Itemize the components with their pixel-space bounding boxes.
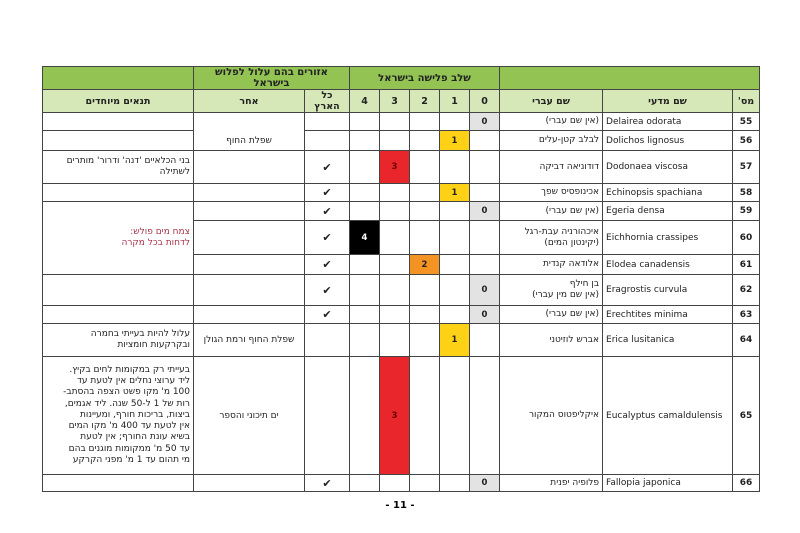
check-icon: ✔: [322, 204, 332, 218]
check-icon: ✔: [322, 308, 332, 321]
table-row: [43, 151, 760, 184]
scientific-name: Echinopsis spachiana: [603, 184, 733, 202]
check-icon: ✔: [322, 160, 332, 174]
hebrew-name: פלופיה יפנית: [500, 475, 603, 492]
scientific-name: Fallopia japonica: [603, 475, 733, 492]
stage-cell-4: [350, 113, 380, 131]
table-row: [43, 113, 760, 131]
other-regions: ים תיכוני והספר: [194, 357, 305, 475]
scientific-name: Erechtites minima: [603, 306, 733, 324]
header-row-columns: [43, 90, 760, 113]
stage-cell-1: [440, 202, 470, 221]
scientific-name: Elodea canadensis: [603, 255, 733, 275]
stage-cell-0: [470, 255, 500, 275]
stage-cell-0: 0: [470, 275, 500, 306]
hebrew-name: אלודאה קנדית: [500, 255, 603, 275]
stage-cell-1: [440, 221, 470, 255]
header-stage-2: 2: [410, 90, 440, 113]
hebrew-name: איקליפטוס המקור: [500, 357, 603, 475]
special-conditions: [43, 184, 194, 202]
stage-cell-4: 4: [350, 221, 380, 255]
row-number: 58: [733, 184, 760, 202]
header-special: תנאים מיוחדים: [43, 90, 194, 113]
header-blank: [500, 67, 760, 90]
row-number: 60: [733, 221, 760, 255]
stage-cell-2: [410, 184, 440, 202]
row-number: 56: [733, 131, 760, 151]
other-regions: שפלת החוף: [194, 113, 305, 151]
scientific-name: Erica lusitanica: [603, 324, 733, 357]
table-row: [43, 275, 760, 306]
stage-cell-3: [380, 184, 410, 202]
header-stage-4: 4: [350, 90, 380, 113]
stage-cell-4: [350, 475, 380, 492]
special-conditions: [43, 475, 194, 492]
stage-cell-4: [350, 324, 380, 357]
header-stage-group: שלב פלישה בישראל: [350, 67, 500, 90]
stage-cell-2: [410, 202, 440, 221]
page-number: - 11 -: [385, 500, 415, 511]
stage-cell-1: [440, 475, 470, 492]
whole-country-cell: [305, 113, 350, 131]
check-icon: ✔: [322, 283, 332, 297]
stage-cell-0: [470, 151, 500, 184]
stage-cell-2: [410, 131, 440, 151]
scientific-name: Eragrostis curvula: [603, 275, 733, 306]
hebrew-name: לבלב קטן-עלים: [500, 131, 603, 151]
stage-cell-3: [380, 202, 410, 221]
stage-cell-4: [350, 131, 380, 151]
stage-cell-1: 1: [440, 324, 470, 357]
scientific-name: Eichhornia crassipes: [603, 221, 733, 255]
header-sci-name: שם מדעי: [603, 90, 733, 113]
stage-cell-2: [410, 306, 440, 324]
hebrew-name: אכינופסיס שפך: [500, 184, 603, 202]
stage-cell-3: [380, 324, 410, 357]
special-conditions: בעייתי רק במקומות לחים בקיץ. ליד ערוצי נחלים אין לטעת עד 100 מ' מקו פשט הצפה בהסתב- רות של 1 ל-50 שנה. ליד אגמים, ביצות, בריכות חורף, ומעיינות אין לטעת עד 400 מ' מקו המים בשיא עונת החורף; אין לטעת עד 50 מ' ממקומות מוגנים בהם מי תהום עד 1 מ' מפני הקרקע: [43, 357, 194, 475]
row-number: 64: [733, 324, 760, 357]
table-row: [43, 202, 760, 221]
stage-cell-0: 0: [470, 113, 500, 131]
other-regions: [194, 184, 305, 202]
hebrew-name: אברש לוזיטני: [500, 324, 603, 357]
invasive-species-table: [42, 66, 760, 492]
header-other: אחר: [194, 90, 305, 113]
table-row: [43, 131, 760, 151]
whole-country-cell: [305, 255, 350, 275]
other-regions: [194, 151, 305, 184]
stage-cell-0: [470, 184, 500, 202]
header-row-groups: [43, 67, 760, 90]
header-whole-country: כל הארץ: [305, 90, 350, 113]
stage-cell-0: 0: [470, 475, 500, 492]
whole-country-cell: [305, 306, 350, 324]
scientific-name: Egeria densa: [603, 202, 733, 221]
stage-cell-0: 0: [470, 306, 500, 324]
special-conditions: עלול להיות בעייתי בחמרה ובקרקעות חומציות: [43, 324, 194, 357]
stage-cell-2: [410, 357, 440, 475]
hebrew-name: (אין שם עברי): [500, 306, 603, 324]
table-row: [43, 306, 760, 324]
whole-country-cell: [305, 475, 350, 492]
stage-cell-2: [410, 475, 440, 492]
row-number: 66: [733, 475, 760, 492]
whole-country-cell: [305, 184, 350, 202]
scientific-name: Dolichos lignosus: [603, 131, 733, 151]
whole-country-cell: [305, 221, 350, 255]
stage-cell-3: [380, 255, 410, 275]
stage-cell-2: [410, 275, 440, 306]
stage-cell-1: [440, 255, 470, 275]
table-row: [43, 324, 760, 357]
stage-cell-3: 3: [380, 151, 410, 184]
stage-cell-0: [470, 357, 500, 475]
whole-country-cell: [305, 202, 350, 221]
stage-cell-4: [350, 202, 380, 221]
row-number: 61: [733, 255, 760, 275]
stage-cell-0: [470, 324, 500, 357]
stage-cell-1: [440, 357, 470, 475]
whole-country-cell: [305, 151, 350, 184]
stage-cell-1: [440, 113, 470, 131]
check-icon: ✔: [322, 231, 332, 244]
stage-cell-1: 1: [440, 131, 470, 151]
stage-cell-4: [350, 275, 380, 306]
scientific-name: Delairea odorata: [603, 113, 733, 131]
hebrew-name: דודוניאה דביקה: [500, 151, 603, 184]
table-row: [43, 475, 760, 492]
row-number: 57: [733, 151, 760, 184]
stage-cell-2: [410, 151, 440, 184]
other-regions: [194, 202, 305, 221]
other-regions: [194, 475, 305, 492]
table-body: [43, 113, 760, 492]
row-number: 55: [733, 113, 760, 131]
whole-country-cell: [305, 324, 350, 357]
stage-cell-3: [380, 113, 410, 131]
stage-cell-3: [380, 275, 410, 306]
other-regions: [194, 306, 305, 324]
stage-cell-3: 3: [380, 357, 410, 475]
stage-cell-3: [380, 306, 410, 324]
scientific-name: Eucalyptus camaldulensis: [603, 357, 733, 475]
header-stage-1: 1: [440, 90, 470, 113]
other-regions: [194, 221, 305, 255]
stage-cell-2: [410, 324, 440, 357]
stage-cell-3: [380, 221, 410, 255]
row-number: 62: [733, 275, 760, 306]
table-row: [43, 357, 760, 475]
stage-cell-0: [470, 131, 500, 151]
whole-country-cell: [305, 275, 350, 306]
stage-cell-1: [440, 275, 470, 306]
other-regions: [194, 255, 305, 275]
header-regions-group: אזורים בהם עלול לפלוש בישראל: [194, 67, 350, 90]
stage-cell-4: [350, 255, 380, 275]
check-icon: ✔: [322, 258, 332, 271]
hebrew-name: (אין שם עברי): [500, 113, 603, 131]
stage-cell-4: [350, 357, 380, 475]
stage-cell-0: [470, 221, 500, 255]
scientific-name: Dodonaea viscosa: [603, 151, 733, 184]
stage-cell-4: [350, 184, 380, 202]
special-conditions: [43, 113, 194, 131]
header-num: מס': [733, 90, 760, 113]
header-stage-3: 3: [380, 90, 410, 113]
stage-cell-1: 1: [440, 184, 470, 202]
hebrew-name: איכהורניה עבת-רגל (יקינטון המים): [500, 221, 603, 255]
row-number: 63: [733, 306, 760, 324]
hebrew-name: בן חילף (אין שם מין עברי): [500, 275, 603, 306]
stage-cell-3: [380, 475, 410, 492]
special-conditions: בני הכלאיים 'דנה' ודרור' מותרים לשתילה: [43, 151, 194, 184]
stage-cell-2: [410, 113, 440, 131]
other-regions: [194, 275, 305, 306]
stage-cell-0: 0: [470, 202, 500, 221]
header-stage-0: 0: [470, 90, 500, 113]
special-conditions: [43, 275, 194, 306]
table-row: [43, 184, 760, 202]
other-regions: שפלת החוף ורמת הגולן: [194, 324, 305, 357]
stage-cell-2: [410, 221, 440, 255]
stage-cell-4: [350, 306, 380, 324]
whole-country-cell: [305, 131, 350, 151]
special-conditions: צמח מים פולש: לדחות בכל מקרה: [43, 202, 194, 275]
stage-cell-3: [380, 131, 410, 151]
stage-cell-4: [350, 151, 380, 184]
stage-cell-1: [440, 306, 470, 324]
header-blank-special: [43, 67, 194, 90]
hebrew-name: (אין שם עברי): [500, 202, 603, 221]
special-conditions: [43, 306, 194, 324]
whole-country-cell: [305, 357, 350, 475]
row-number: 59: [733, 202, 760, 221]
header-heb-name: שם עברי: [500, 90, 603, 113]
special-conditions: [43, 131, 194, 151]
row-number: 65: [733, 357, 760, 475]
stage-cell-1: [440, 151, 470, 184]
check-icon: ✔: [322, 186, 332, 199]
check-icon: ✔: [322, 476, 332, 490]
stage-cell-2: 2: [410, 255, 440, 275]
